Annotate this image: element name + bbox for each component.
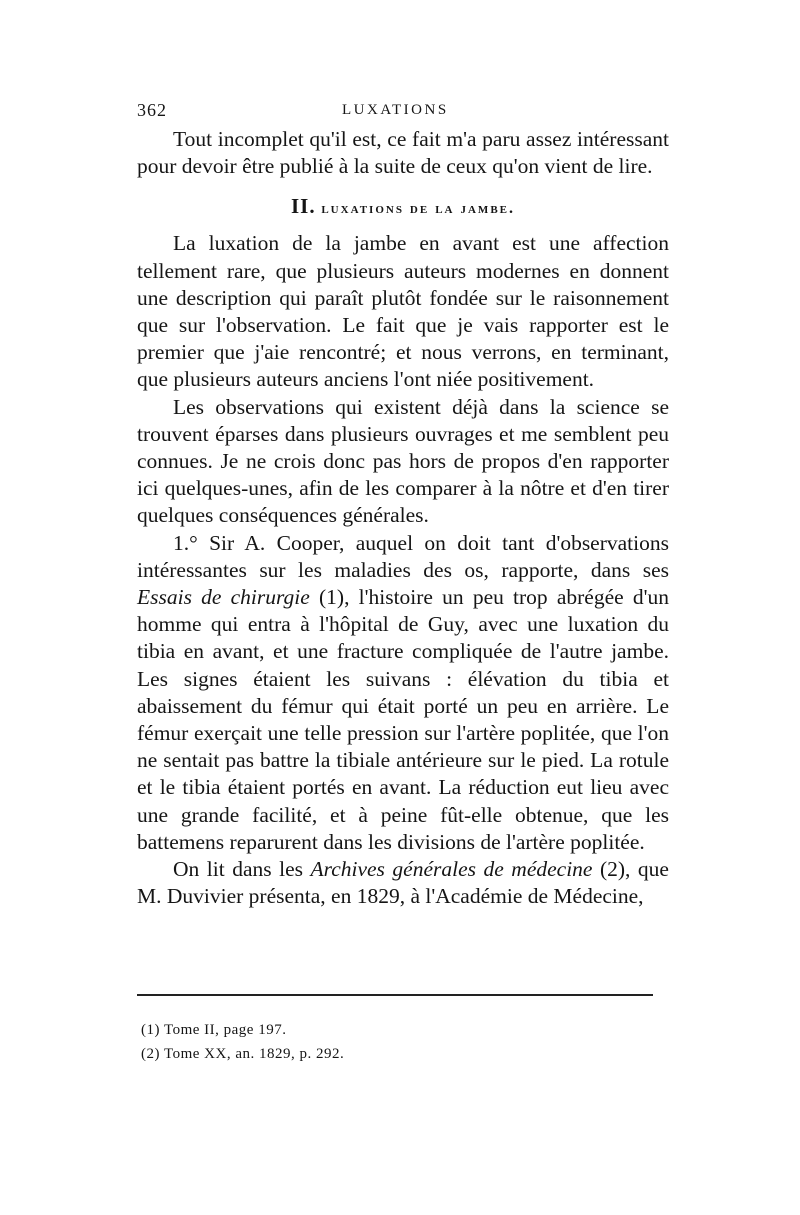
footnotes (141, 1018, 641, 1066)
section-title: luxations de la jambe. (321, 200, 515, 218)
paragraph-5-text-a: On lit dans les (173, 857, 311, 882)
paragraph-4 (137, 530, 669, 856)
paragraph-3: Les observations qui existent déjà dans la science se trouvent éparses dans plusieurs ouvrages et me semblent peu connues. Je ne crois donc pas hors de propos d'en rapporter ici quelques-unes, afin de les comparer à la nôtre et d'en tirer quelques conséquences générales. (137, 394, 669, 528)
page-number: 362 (137, 100, 167, 120)
section-numeral: II. (290, 194, 316, 219)
paragraph-1: Tout incomplet qu'il est, ce fait m'a paru assez intéressant pour devoir être publié à la suite de ceux qu'on vient de lire. (137, 127, 669, 179)
paragraph-5-italic-title: Archives générales de médecine (310, 857, 593, 882)
paragraph-4-text-a: 1.° Sir A. Cooper, auquel on doit tant d'observations intéressantes sur les maladies des os, rapporte, dans ses (137, 530, 669, 582)
paragraph-4-text-b: (1), l'histoire un peu trop abrégée d'un homme qui entra à l'hôpital de Guy, avec une luxation du tibia en avant, et une fracture compliquée de l'autre jambe. Les signes étaient les suivans : élévation du tibia et abaissement du fémur qui était porté un peu en arrière. Le fémur exerçait une telle pression sur l'artère poplitée, que l'on ne sentait pas battre la tibiale antérieure sur le pied. La rotule et le tibia étaient portés en avant. La réduction eut lieu avec une grande facilité, et à peine fût-elle obtenue, que les battemens reparurent dans les divisions de l'artère poplitée. (137, 585, 669, 854)
paragraph-4-italic-title: Essais de chirurgie (137, 585, 310, 610)
section-heading (137, 194, 669, 221)
main-text (137, 126, 669, 910)
paragraph-5 (137, 856, 669, 910)
page-header (137, 100, 669, 124)
footnote-2: (2) Tome XX, an. 1829, p. 292. (141, 1046, 345, 1062)
running-title: LUXATIONS (342, 102, 449, 118)
footnote-divider (137, 994, 653, 996)
paragraph-2: La luxation de la jambe en avant est une affection tellement rare, que plusieurs auteurs modernes en donnent une description qui paraît plutôt fondée sur le raisonnement que sur l'observation. Le fait que je vais rapporter est le premier que j'aie rencontré; et nous verrons, en terminant, que plusieurs auteurs anciens l'ont niée positivement. (137, 231, 669, 392)
footnote-1: (1) Tome II, page 197. (141, 1022, 287, 1038)
paragraph-5-text-b: (2), que M. Duvivier présenta, en 1829, à l'Académie de Médecine, (137, 857, 669, 909)
